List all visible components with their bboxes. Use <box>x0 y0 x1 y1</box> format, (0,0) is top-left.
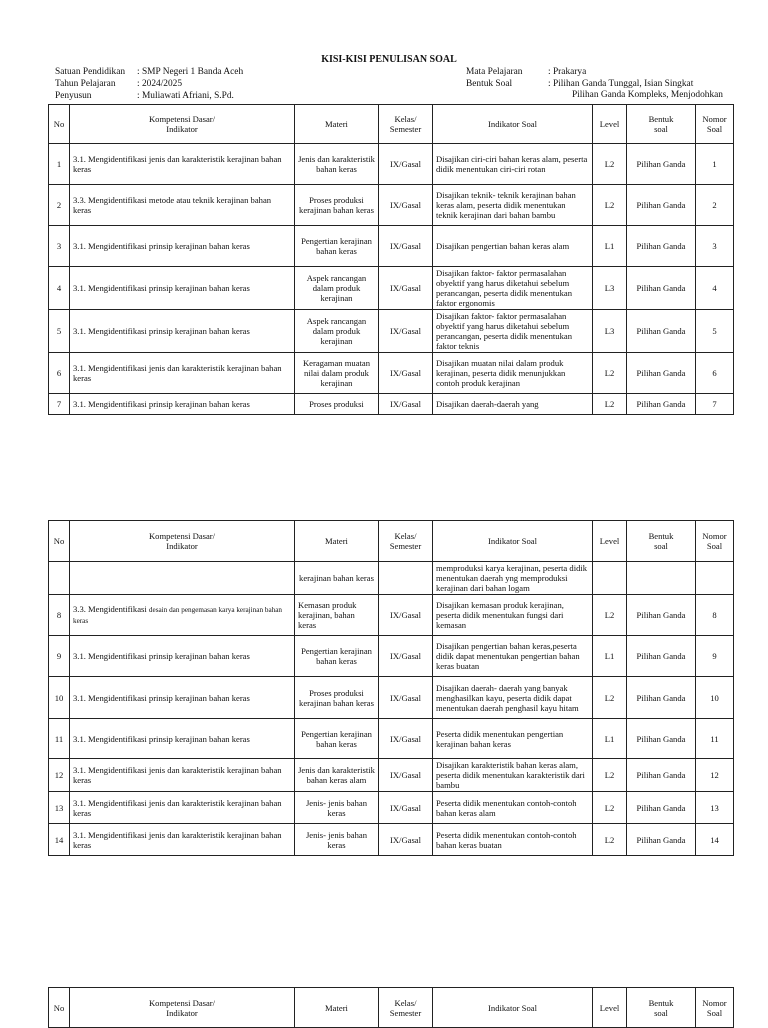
cell-kd: 3.1. Mengidentifikasi jenis dan karakteristik kerajinan bahan keras <box>70 824 295 856</box>
cell-indikator: Disajikan kemasan produk kerajinan, peserta didik menentukan fungsi dari kemasan <box>433 595 593 636</box>
cell-kelas: IX/Gasal <box>379 267 433 310</box>
header-kelas <box>379 521 433 562</box>
cell-kelas: IX/Gasal <box>379 353 433 394</box>
cell-no: 5 <box>49 310 70 353</box>
meta-key: Satuan Pendidikan <box>55 67 126 77</box>
cell-level: L2 <box>593 824 627 856</box>
cell-indikator: Disajikan teknik- teknik kerajinan bahan keras alam, peserta didik menentukan teknik kerajinan dari bahan bambu <box>433 185 593 226</box>
header-level: Level <box>593 988 627 1028</box>
cell-nomor: 12 <box>696 759 734 792</box>
table-row <box>49 759 734 792</box>
cell-level: L2 <box>593 394 627 415</box>
meta-value: : Pilihan Ganda Tunggal, Isian Singkat <box>548 79 694 89</box>
cell-level: L1 <box>593 226 627 267</box>
cell-level <box>593 562 627 595</box>
header-kd-line1: Kompetensi Dasar/ <box>148 114 216 124</box>
cell-nomor: 13 <box>696 792 734 824</box>
cell-level: L2 <box>593 759 627 792</box>
header-kd-line2: Indikator <box>166 541 198 551</box>
cell-bentuk: Pilihan Ganda <box>627 677 696 719</box>
cell-no: 10 <box>49 677 70 719</box>
cell-kelas: IX/Gasal <box>379 185 433 226</box>
cell-bentuk: Pilihan Ganda <box>627 310 696 353</box>
header-kd-line1: Kompetensi Dasar/ <box>148 997 216 1008</box>
cell-kd <box>70 562 295 595</box>
cell-materi: Aspek rancangan dalam produk kerajinan <box>295 310 379 353</box>
header-bentuk-line2: soal <box>654 124 668 134</box>
table-row <box>49 353 734 394</box>
table-row <box>49 595 734 636</box>
cell-level: L3 <box>593 310 627 353</box>
cell-nomor: 10 <box>696 677 734 719</box>
cell-nomor: 9 <box>696 636 734 677</box>
cell-kd: 3.1. Mengidentifikasi jenis dan karakteristik kerajinan bahan keras <box>70 792 295 824</box>
header-bentuk <box>627 105 696 144</box>
cell-materi: Proses produksi <box>295 394 379 415</box>
table-header-row <box>49 105 734 144</box>
table-row <box>49 144 734 185</box>
meta-value: : SMP Negeri 1 Banda Aceh <box>137 67 244 77</box>
cell-kd: 3.1. Mengidentifikasi prinsip kerajinan bahan keras <box>70 267 295 310</box>
cell-nomor: 4 <box>696 267 734 310</box>
header-kd-line2: Indikator <box>166 124 198 134</box>
cell-nomor: 7 <box>696 394 734 415</box>
cell-nomor <box>696 562 734 595</box>
cell-bentuk: Pilihan Ganda <box>627 353 696 394</box>
cell-kelas: IX/Gasal <box>379 719 433 759</box>
cell-materi: Kemasan produk kerajinan, bahan keras <box>295 595 379 636</box>
header-kelas-line2: Semester <box>389 1007 422 1018</box>
meta-key: Penyusun <box>55 91 92 101</box>
header-kelas-line1: Kelas/ <box>394 114 417 124</box>
cell-kelas: IX/Gasal <box>379 144 433 185</box>
header-no: No <box>49 521 70 562</box>
cell-kelas: IX/Gasal <box>379 824 433 856</box>
cell-kd: 3.1. Mengidentifikasi prinsip kerajinan bahan keras <box>70 719 295 759</box>
cell-materi: Keragaman muatan nilai dalam produk kerajinan <box>295 353 379 394</box>
cell-level: L2 <box>593 792 627 824</box>
cell-nomor: 14 <box>696 824 734 856</box>
header-materi: Materi <box>295 521 379 562</box>
cell-materi: Proses produksi kerajinan bahan keras <box>295 185 379 226</box>
meta-value: : 2024/2025 <box>137 79 183 89</box>
cell-level: L2 <box>593 144 627 185</box>
table-header-row <box>49 988 734 1028</box>
cell-nomor: 2 <box>696 185 734 226</box>
cell-indikator: Disajikan karakteristik bahan keras alam, peserta didik menentukan karakteristik dari bambu <box>433 759 593 792</box>
meta-row-bentuk <box>466 78 693 90</box>
cell-kelas: IX/Gasal <box>379 310 433 353</box>
header-kelas <box>379 988 433 1028</box>
cell-materi: Pengertian kerajinan bahan keras <box>295 226 379 267</box>
cell-no: 1 <box>49 144 70 185</box>
header-kompetensi <box>70 988 295 1028</box>
meta-left <box>55 66 243 102</box>
header-materi: Materi <box>295 105 379 144</box>
header-no: No <box>49 988 70 1028</box>
cell-materi: Jenis dan karakteristik bahan keras alam <box>295 759 379 792</box>
table-row <box>49 226 734 267</box>
cell-kd: 3.1. Mengidentifikasi prinsip kerajinan bahan keras <box>70 394 295 415</box>
cell-level: L2 <box>593 595 627 636</box>
header-level: Level <box>593 521 627 562</box>
cell-level: L3 <box>593 267 627 310</box>
cell-bentuk: Pilihan Ganda <box>627 226 696 267</box>
document-title: KISI-KISI PENULISAN SOAL <box>321 54 457 65</box>
header-nomor-line2: Soal <box>706 1007 723 1018</box>
header-bentuk-line1: Bentuk <box>648 997 674 1008</box>
table-row <box>49 677 734 719</box>
header-nomor-line1: Nomor <box>702 531 727 541</box>
table-row <box>49 185 734 226</box>
table-row <box>49 792 734 824</box>
kisi-table-page-2 <box>48 520 734 856</box>
header-kompetensi <box>70 105 295 144</box>
cell-no: 12 <box>49 759 70 792</box>
cell-nomor: 5 <box>696 310 734 353</box>
header-bentuk <box>627 988 696 1028</box>
cell-no: 6 <box>49 353 70 394</box>
meta-row-penyusun <box>55 90 243 102</box>
cell-indikator: Disajikan daerah-daerah yang <box>433 394 593 415</box>
cell-level: L2 <box>593 677 627 719</box>
header-bentuk <box>627 521 696 562</box>
cell-materi: Pengertian kerajinan bahan keras <box>295 719 379 759</box>
header-bentuk-line2: soal <box>654 541 668 551</box>
cell-bentuk: Pilihan Ganda <box>627 185 696 226</box>
header-kelas-line1: Kelas/ <box>394 531 417 541</box>
cell-no: 9 <box>49 636 70 677</box>
cell-level: L1 <box>593 636 627 677</box>
header-bentuk-line2: soal <box>654 1007 668 1018</box>
cell-materi: Pengertian kerajinan bahan keras <box>295 636 379 677</box>
cell-bentuk: Pilihan Ganda <box>627 144 696 185</box>
cell-materi: Jenis- jenis bahan keras <box>295 792 379 824</box>
header-nomor <box>696 521 734 562</box>
cell-nomor: 1 <box>696 144 734 185</box>
cell-kd: 3.1. Mengidentifikasi prinsip kerajinan bahan keras <box>70 310 295 353</box>
cell-materi: Aspek rancangan dalam produk kerajinan <box>295 267 379 310</box>
cell-no: 14 <box>49 824 70 856</box>
cell-bentuk: Pilihan Ganda <box>627 267 696 310</box>
header-nomor-line1: Nomor <box>702 997 727 1008</box>
cell-no: 7 <box>49 394 70 415</box>
cell-kd: 3.1. Mengidentifikasi prinsip kerajinan bahan keras <box>70 677 295 719</box>
header-no: No <box>49 105 70 144</box>
cell-kelas: IX/Gasal <box>379 226 433 267</box>
cell-bentuk: Pilihan Ganda <box>627 719 696 759</box>
cell-no: 8 <box>49 595 70 636</box>
table-row <box>49 719 734 759</box>
meta-row-satuan <box>55 66 243 78</box>
header-nomor-line1: Nomor <box>702 114 727 124</box>
header-kelas-line2: Semester <box>389 124 422 134</box>
cell-nomor: 8 <box>696 595 734 636</box>
cell-level: L1 <box>593 719 627 759</box>
cell-indikator: Disajikan pengertian bahan keras alam <box>433 226 593 267</box>
cell-bentuk: Pilihan Ganda <box>627 595 696 636</box>
table-row <box>49 267 734 310</box>
cell-kelas: IX/Gasal <box>379 677 433 719</box>
cell-kd <box>70 595 295 636</box>
header-level: Level <box>593 105 627 144</box>
cell-indikator: Disajikan pengertian bahan keras,peserta didik dapat menentukan pengertian bahan keras buatan <box>433 636 593 677</box>
cell-kelas: IX/Gasal <box>379 759 433 792</box>
cell-indikator: Disajikan faktor- faktor permasalahan obyektif yang harus diketahui sebelum perancangan, peserta didik menentukan faktor teknis <box>433 310 593 353</box>
cell-kelas: IX/Gasal <box>379 394 433 415</box>
cell-kd: 3.1. Mengidentifikasi prinsip kerajinan bahan keras <box>70 226 295 267</box>
meta-key: Mata Pelajaran <box>466 67 523 77</box>
header-nomor <box>696 105 734 144</box>
table-row <box>49 394 734 415</box>
meta-value: : Prakarya <box>548 67 587 77</box>
cell-bentuk: Pilihan Ganda <box>627 792 696 824</box>
table-row-continued <box>49 562 734 595</box>
cell-no: 11 <box>49 719 70 759</box>
cell-level: L2 <box>593 353 627 394</box>
cell-bentuk <box>627 562 696 595</box>
cell-kelas <box>379 562 433 595</box>
meta-right <box>466 66 693 90</box>
cell-no: 4 <box>49 267 70 310</box>
meta-key: Tahun Pelajaran <box>55 79 116 89</box>
cell-kelas: IX/Gasal <box>379 792 433 824</box>
cell-indikator: Peserta didik menentukan pengertian kerajinan bahan keras <box>433 719 593 759</box>
meta-row-tahun <box>55 78 243 90</box>
cell-indikator: Peserta didik menentukan contoh-contoh bahan keras alam <box>433 792 593 824</box>
cell-no: 3 <box>49 226 70 267</box>
cell-bentuk: Pilihan Ganda <box>627 394 696 415</box>
cell-no: 13 <box>49 792 70 824</box>
meta-key: Bentuk Soal <box>466 79 513 89</box>
header-materi: Materi <box>295 988 379 1028</box>
kisi-table-page-3 <box>48 987 734 1028</box>
cell-kd: 3.1. Mengidentifikasi jenis dan karakteristik kerajinan bahan keras <box>70 759 295 792</box>
header-kelas <box>379 105 433 144</box>
cell-kd: 3.1. Mengidentifikasi prinsip kerajinan bahan keras <box>70 636 295 677</box>
table-row <box>49 310 734 353</box>
cell-kd-part: 3.3. Mengidentifikasi <box>73 604 149 614</box>
cell-kd: 3.1. Mengidentifikasi jenis dan karakteristik kerajinan bahan keras <box>70 144 295 185</box>
kisi-table-page-1 <box>48 104 734 415</box>
meta-value: : Muliawati Afriani, S.Pd. <box>137 91 234 101</box>
cell-kd: 3.3. Mengidentifikasi metode atau teknik kerajinan bahan keras <box>70 185 295 226</box>
table-header-row <box>49 521 734 562</box>
header-kd-line2: Indikator <box>166 1007 198 1018</box>
cell-materi: kerajinan bahan keras <box>295 562 379 595</box>
header-indikator: Indikator Soal <box>433 988 593 1028</box>
cell-level: L2 <box>593 185 627 226</box>
cell-materi: Jenis- jenis bahan keras <box>295 824 379 856</box>
cell-indikator: Disajikan daerah- daerah yang banyak menghasilkan kayu, peserta didik dapat menentukan daerah penghasil kayu hitam <box>433 677 593 719</box>
header-nomor <box>696 988 734 1028</box>
header-nomor-line2: Soal <box>706 124 723 134</box>
cell-kd: 3.1. Mengidentifikasi jenis dan karakteristik kerajinan bahan keras <box>70 353 295 394</box>
cell-indikator: Disajikan muatan nilai dalam produk kerajinan, peserta didik menunjukkan contoh produk kerajinan <box>433 353 593 394</box>
header-indikator: Indikator Soal <box>433 521 593 562</box>
cell-materi: Jenis dan karakteristik bahan keras <box>295 144 379 185</box>
table-row <box>49 824 734 856</box>
cell-bentuk: Pilihan Ganda <box>627 636 696 677</box>
meta-bentuk-continued: Pilihan Ganda Kompleks, Menjodohkan <box>571 90 723 100</box>
cell-indikator: Disajikan faktor- faktor permasalahan obyektif yang harus diketahui sebelum perancangan, peserta didik menentukan faktor ergonomis <box>433 267 593 310</box>
cell-no: 2 <box>49 185 70 226</box>
cell-kelas: IX/Gasal <box>379 595 433 636</box>
header-bentuk-line1: Bentuk <box>648 531 674 541</box>
cell-nomor: 11 <box>696 719 734 759</box>
header-kelas-line2: Semester <box>389 541 422 551</box>
header-indikator: Indikator Soal <box>433 105 593 144</box>
cell-nomor: 6 <box>696 353 734 394</box>
cell-bentuk: Pilihan Ganda <box>627 759 696 792</box>
header-nomor-line2: Soal <box>706 541 723 551</box>
cell-kelas: IX/Gasal <box>379 636 433 677</box>
header-bentuk-line1: Bentuk <box>648 114 674 124</box>
header-kelas-line1: Kelas/ <box>394 997 417 1008</box>
header-kd-line1: Kompetensi Dasar/ <box>148 531 216 541</box>
header-kompetensi <box>70 521 295 562</box>
cell-no <box>49 562 70 595</box>
cell-nomor: 3 <box>696 226 734 267</box>
table-row <box>49 636 734 677</box>
cell-materi: Proses produksi kerajinan bahan keras <box>295 677 379 719</box>
cell-kd-part-small: desain dan pengemasan karya kerajinan bahan keras <box>73 606 283 625</box>
cell-indikator: Disajikan ciri-ciri bahan keras alam, peserta didik menentukan ciri-ciri rotan <box>433 144 593 185</box>
cell-indikator: Peserta didik menentukan contoh-contoh bahan keras buatan <box>433 824 593 856</box>
cell-indikator: memproduksi karya kerajinan, peserta didik menentukan daerah yng memproduksi kerajinan dari bahan logam <box>433 562 593 595</box>
meta-row-mapel <box>466 66 693 78</box>
cell-bentuk: Pilihan Ganda <box>627 824 696 856</box>
